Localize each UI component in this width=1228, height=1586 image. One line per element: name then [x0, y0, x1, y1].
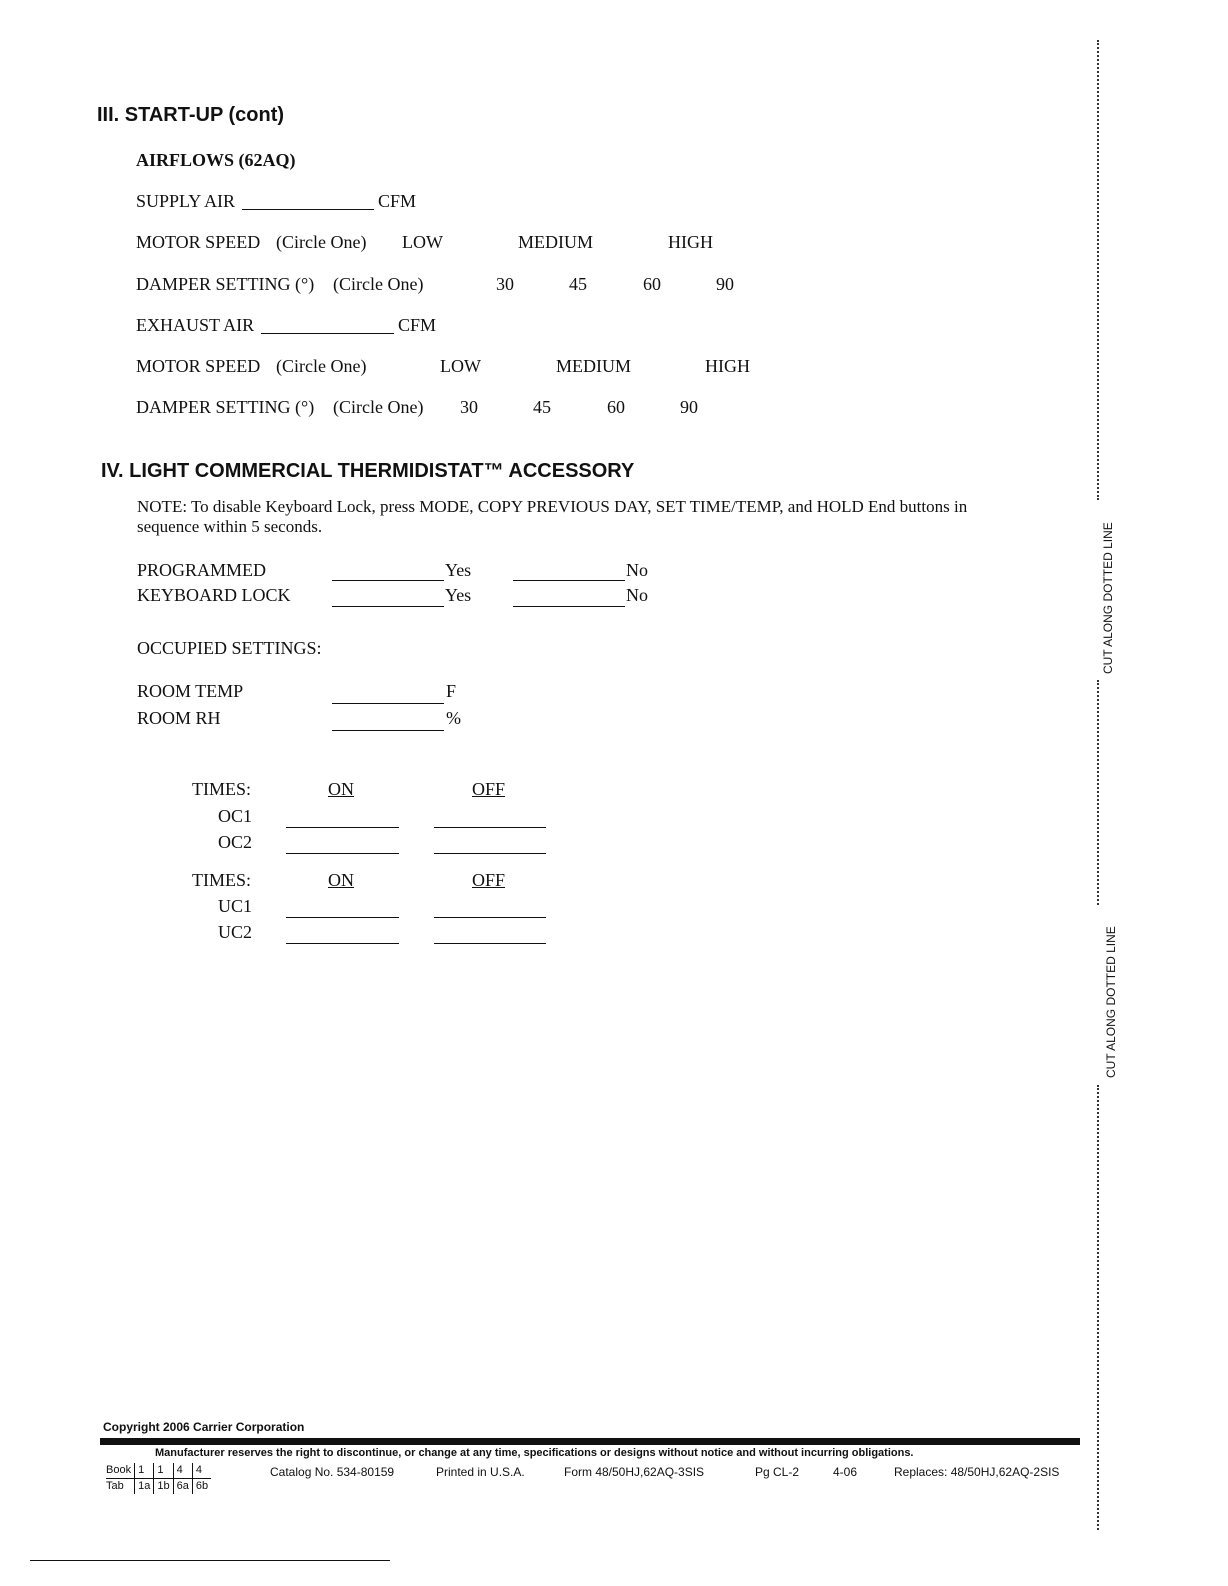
section-3-heading: III. START-UP (cont): [97, 104, 285, 126]
room-temp-label: ROOM TEMP: [137, 681, 244, 701]
room-temp-unit: F: [446, 681, 457, 701]
tab-value-3: 6a: [173, 1479, 192, 1495]
supply-damper-45[interactable]: 45: [569, 274, 587, 294]
occupied-on-header: ON: [328, 779, 354, 799]
occupied-off-header: OFF: [472, 779, 506, 799]
exhaust-air-field[interactable]: [261, 333, 394, 334]
exhaust-speed-low[interactable]: LOW: [440, 356, 481, 376]
uc2-label: UC2: [218, 922, 253, 942]
exhaust-damper-45[interactable]: 45: [533, 397, 551, 417]
oc1-off-field[interactable]: [434, 827, 546, 828]
printed-in: Printed in U.S.A.: [436, 1465, 525, 1479]
exhaust-damper-60[interactable]: 60: [607, 397, 625, 417]
programmed-yes-label: Yes: [445, 560, 472, 580]
supply-motor-speed-label: MOTOR SPEED: [136, 232, 261, 252]
oc2-on-field[interactable]: [286, 853, 399, 854]
tab-value-1: 1a: [135, 1479, 154, 1495]
keyboard-lock-label: KEYBOARD LOCK: [137, 585, 291, 605]
bottom-scan-rule: [30, 1560, 390, 1561]
oc2-label: OC2: [218, 832, 253, 852]
supply-damper-label: DAMPER SETTING (°): [136, 274, 315, 294]
supply-damper-circle-one: (Circle One): [333, 274, 424, 294]
exhaust-damper-30[interactable]: 30: [460, 397, 478, 417]
footer-rule: [100, 1438, 1080, 1445]
unoccupied-times-label: TIMES:: [192, 870, 252, 890]
exhaust-air-label: EXHAUST AIR: [136, 315, 255, 335]
form-number: Form 48/50HJ,62AQ-3SIS: [564, 1465, 705, 1479]
supply-damper-60[interactable]: 60: [643, 274, 661, 294]
book-value-2: 1: [154, 1463, 173, 1479]
book-value-1: 1: [135, 1463, 154, 1479]
section-4-heading: IV. LIGHT COMMERCIAL THERMIDISTAT™ ACCESSORY: [101, 460, 635, 482]
exhaust-speed-high[interactable]: HIGH: [705, 356, 750, 376]
keyboard-lock-no-label: No: [626, 585, 648, 605]
supply-air-label: SUPPLY AIR: [136, 191, 236, 211]
book-value-3: 4: [173, 1463, 192, 1479]
programmed-label: PROGRAMMED: [137, 560, 267, 580]
supply-speed-medium[interactable]: MEDIUM: [518, 232, 593, 252]
programmed-yes-field[interactable]: [332, 580, 444, 581]
keyboard-lock-no-field[interactable]: [513, 606, 625, 607]
book-label: Book: [106, 1463, 135, 1479]
occupied-settings-label: OCCUPIED SETTINGS:: [137, 638, 322, 658]
tab-value-2: 1b: [154, 1479, 173, 1495]
copyright: Copyright 2006 Carrier Corporation: [103, 1420, 305, 1434]
exhaust-damper-label: DAMPER SETTING (°): [136, 397, 315, 417]
occupied-times-label: TIMES:: [192, 779, 252, 799]
uc2-on-field[interactable]: [286, 943, 399, 944]
programmed-no-field[interactable]: [513, 580, 625, 581]
oc2-off-field[interactable]: [434, 853, 546, 854]
disclaimer: Manufacturer reserves the right to discontinue, or change at any time, specifications or designs without notice and without incurring obligations.: [155, 1447, 914, 1459]
cut-label-upper: CUT ALONG DOTTED LINE: [1101, 522, 1115, 674]
supply-air-unit: CFM: [378, 191, 417, 211]
unoccupied-off-header: OFF: [472, 870, 506, 890]
room-rh-label: ROOM RH: [137, 708, 221, 728]
exhaust-damper-circle-one: (Circle One): [333, 397, 424, 417]
tab-value-4: 6b: [192, 1479, 211, 1495]
keyboard-lock-yes-label: Yes: [445, 585, 472, 605]
unoccupied-on-header: ON: [328, 870, 354, 890]
supply-damper-90[interactable]: 90: [716, 274, 734, 294]
room-rh-field[interactable]: [332, 730, 444, 731]
programmed-no-label: No: [626, 560, 648, 580]
book-value-4: 4: [192, 1463, 211, 1479]
date: 4-06: [833, 1465, 858, 1479]
tab-label: Tab: [106, 1480, 124, 1492]
replaces: Replaces: 48/50HJ,62AQ-2SIS: [894, 1465, 1060, 1479]
cut-dotted-line-middle: [1097, 680, 1099, 905]
exhaust-motor-circle-one: (Circle One): [276, 356, 367, 376]
airflows-subheading: AIRFLOWS (62AQ): [136, 150, 296, 170]
supply-damper-30[interactable]: 30: [496, 274, 514, 294]
exhaust-air-unit: CFM: [398, 315, 437, 335]
note-line-1: NOTE: To disable Keyboard Lock, press MODE, COPY PREVIOUS DAY, SET TIME/TEMP, and HOLD End buttons in: [137, 497, 968, 516]
book-tab-table: [106, 1463, 211, 1494]
catalog-number: Catalog No. 534-80159: [270, 1465, 395, 1479]
supply-speed-high[interactable]: HIGH: [668, 232, 713, 252]
uc1-on-field[interactable]: [286, 917, 399, 918]
supply-air-field[interactable]: [242, 209, 374, 210]
room-rh-unit: %: [446, 708, 461, 728]
page-number: Pg CL-2: [755, 1465, 800, 1479]
supply-speed-low[interactable]: LOW: [402, 232, 443, 252]
exhaust-motor-speed-label: MOTOR SPEED: [136, 356, 261, 376]
cut-label-lower: CUT ALONG DOTTED LINE: [1104, 926, 1118, 1078]
note-line-2: sequence within 5 seconds.: [137, 517, 323, 536]
cut-dotted-line-top: [1097, 40, 1099, 500]
exhaust-damper-90[interactable]: 90: [680, 397, 698, 417]
oc1-label: OC1: [218, 806, 253, 826]
exhaust-speed-medium[interactable]: MEDIUM: [556, 356, 631, 376]
keyboard-lock-yes-field[interactable]: [332, 606, 444, 607]
oc1-on-field[interactable]: [286, 827, 399, 828]
uc1-label: UC1: [218, 896, 253, 916]
supply-motor-circle-one: (Circle One): [276, 232, 367, 252]
uc1-off-field[interactable]: [434, 917, 546, 918]
uc2-off-field[interactable]: [434, 943, 546, 944]
room-temp-field[interactable]: [332, 703, 444, 704]
cut-dotted-line-bottom: [1097, 1085, 1099, 1530]
